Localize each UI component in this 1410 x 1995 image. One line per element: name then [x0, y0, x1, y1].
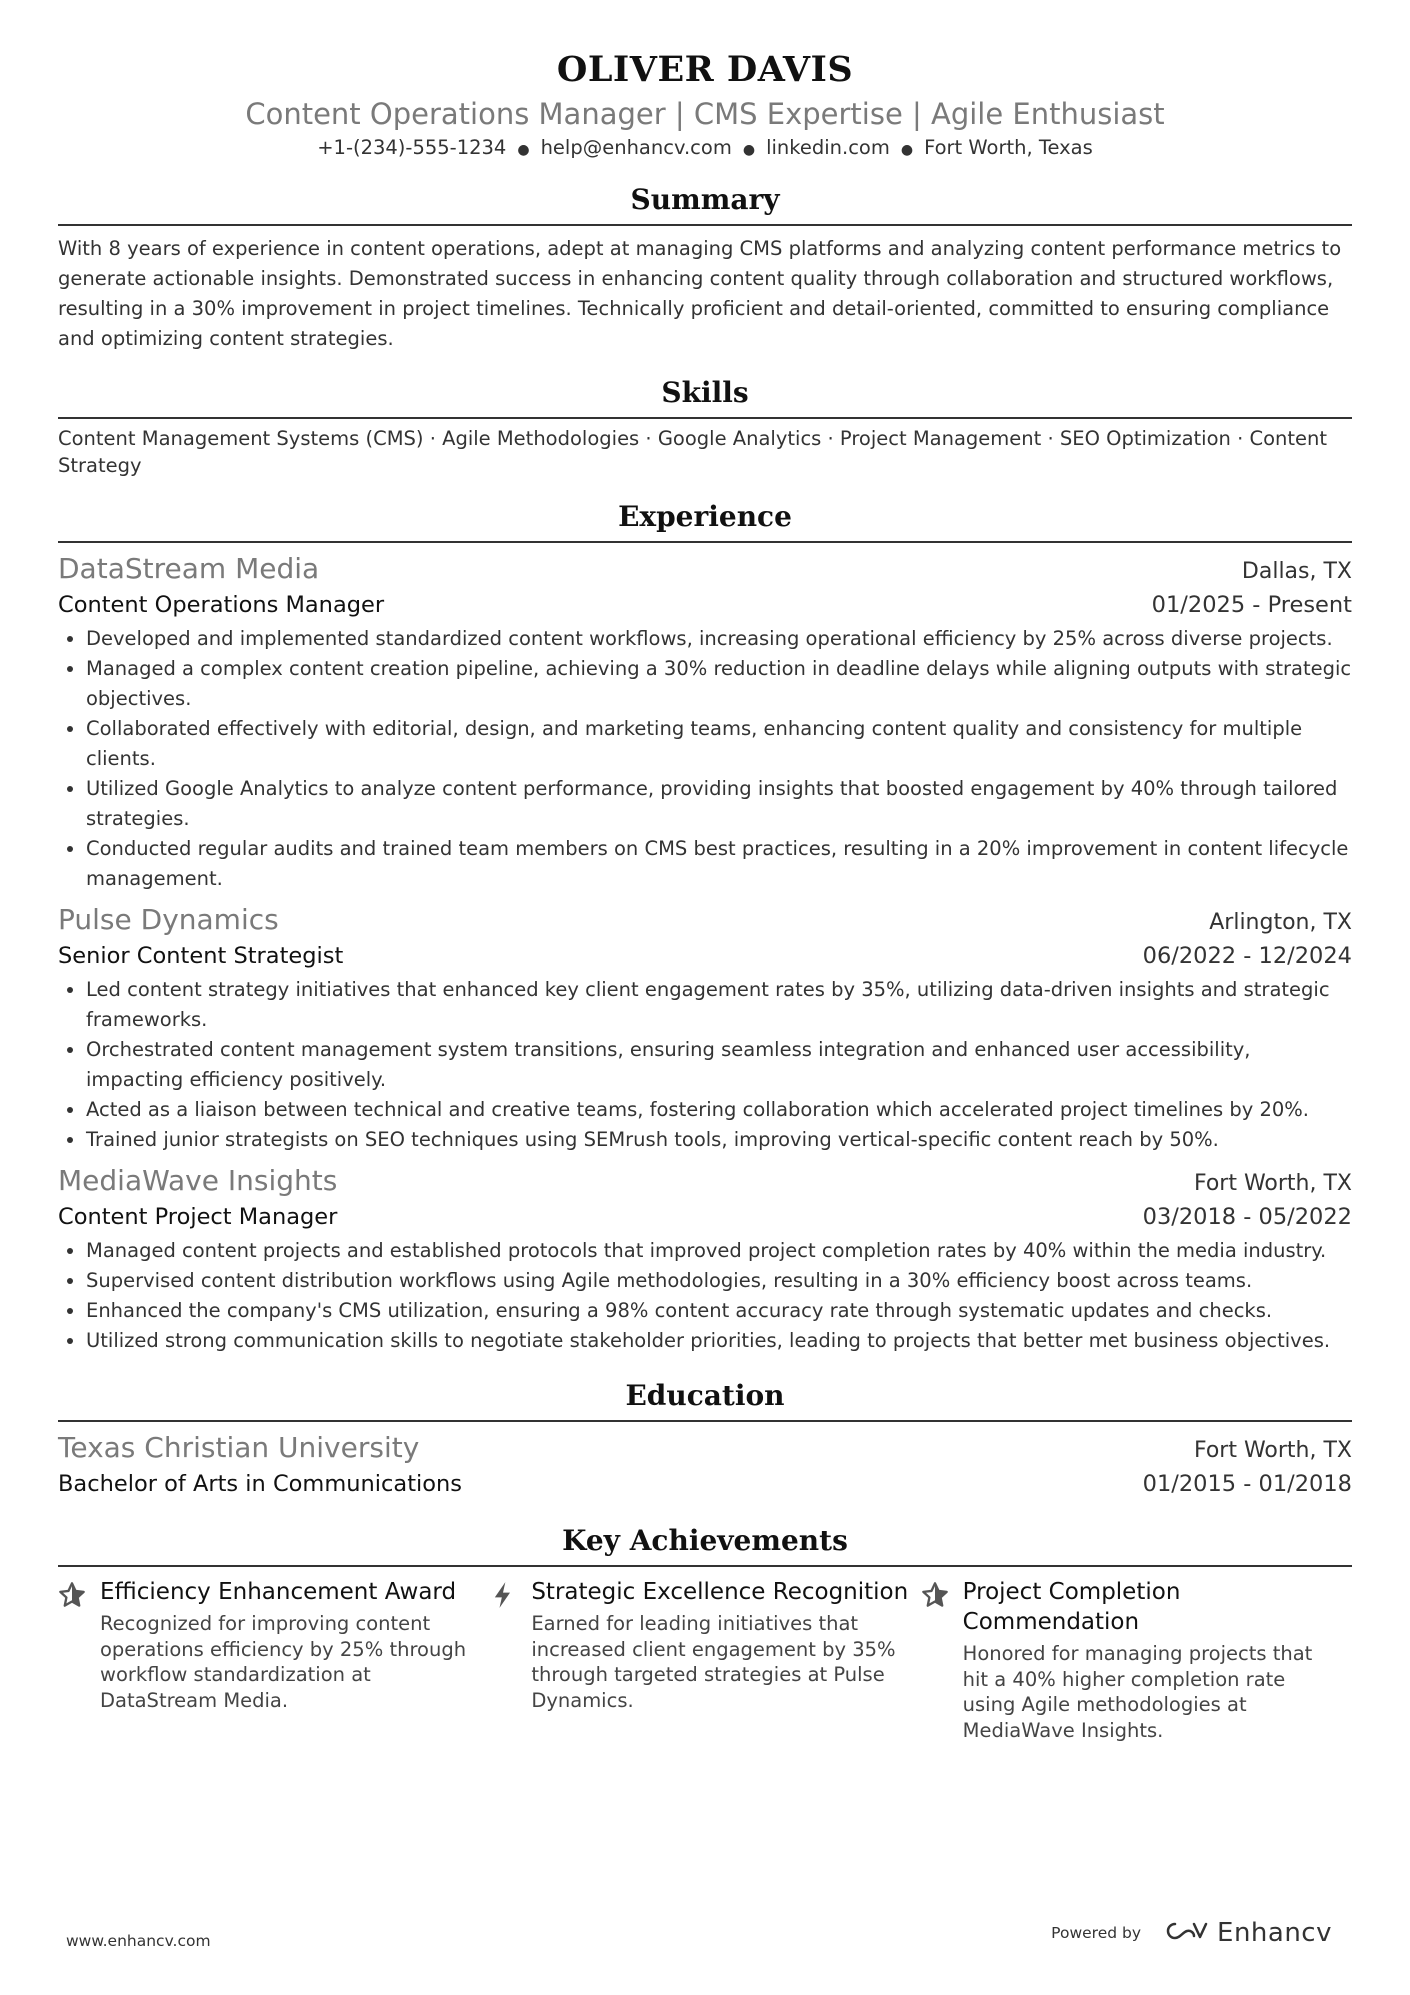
job-role-row — [58, 588, 1352, 622]
job-header-row — [58, 902, 1352, 939]
job-role-row — [58, 939, 1352, 973]
job-entry — [58, 902, 1352, 1155]
job-bullet: • Developed and implemented standardized content workflows, increasing operational efficiency by 25% across diverse projects. — [86, 624, 1352, 654]
achievement-title: Efficiency Enhancement Award — [100, 1579, 457, 1605]
job-dates: 03/2018 - 05/2022 — [1142, 1204, 1352, 1230]
job-bullet: • Led content strategy initiatives that enhanced key client engagement rates by 35%, utilizing data-driven insights and strategic frameworks. — [86, 975, 1352, 1035]
job-bullet: • Supervised content distribution workflows using Agile methodologies, resulting in a 30% efficiency boost across teams. — [86, 1266, 1352, 1296]
achievement-item — [921, 1577, 1352, 1743]
company-name: MediaWave Insights — [58, 1164, 338, 1197]
achievements-section — [58, 1521, 1352, 1743]
job-bullet: • Collaborated effectively with editorial, design, and marketing teams, enhancing content quality and consistency for multiple clients. — [86, 714, 1352, 774]
job-role: Content Project Manager — [58, 1204, 338, 1230]
star-icon — [921, 1577, 963, 1743]
achievement-title: Project Completion Commendation — [962, 1579, 1181, 1635]
job-header-row — [58, 551, 1352, 588]
star-icon — [58, 1577, 100, 1743]
resume-page — [58, 0, 1352, 1743]
job-bullets — [58, 1236, 1352, 1356]
skills-heading: Skills — [58, 373, 1352, 419]
achievement-description: Recognized for improving content operations efficiency by 25% through workflow standardization at DataStream Media. — [100, 1612, 467, 1712]
job-bullet: • Orchestrated content management system transitions, ensuring seamless integration and enhanced user accessibility, impacting efficiency positively. — [86, 1035, 1352, 1095]
company-name: DataStream Media — [58, 552, 320, 585]
job-bullet: • Managed a complex content creation pipeline, achieving a 30% reduction in deadline delays while aligning outputs with strategic objectives. — [86, 654, 1352, 714]
achievement-description: Earned for leading initiatives that increased client engagement by 35% through targeted strategies at Pulse Dynamics. — [531, 1612, 896, 1712]
job-location: Dallas, TX — [1241, 559, 1352, 584]
job-location: Arlington, TX — [1209, 910, 1352, 935]
contact-phone: +1-(234)-555-1234 — [317, 136, 507, 159]
achievement-title: Strategic Excellence Recognition — [531, 1579, 909, 1605]
education-header-row — [58, 1430, 1352, 1467]
job-bullet: • Enhanced the company's CMS utilization, ensuring a 98% content accuracy rate through systematic updates and checks. — [86, 1296, 1352, 1326]
achievement-body — [531, 1577, 911, 1743]
footer-website[interactable]: www.enhancv.com — [66, 1932, 211, 1950]
job-location: Fort Worth, TX — [1193, 1171, 1352, 1196]
footer-branding — [1051, 1918, 1332, 1948]
achievement-body — [963, 1577, 1343, 1743]
enhancv-logo-icon — [1165, 1920, 1209, 1946]
education-section — [58, 1376, 1352, 1501]
achievements-heading: Key Achievements — [58, 1521, 1352, 1567]
job-entry — [58, 1163, 1352, 1356]
achievement-description: Honored for managing projects that hit a 40% higher completion rate using Agile methodologies at MediaWave Insights. — [962, 1642, 1313, 1742]
powered-by-label: Powered by — [1051, 1924, 1142, 1942]
skills-list: Content Management Systems (CMS) · Agile Methodologies · Google Analytics · Project Management · SEO Optimization · Content Strategy — [58, 427, 1328, 477]
job-bullet: • Conducted regular audits and trained team members on CMS best practices, resulting in a 20% improvement in content lifecycle management. — [86, 834, 1352, 894]
separator-dot: ● — [742, 142, 756, 158]
summary-section — [58, 180, 1352, 354]
achievement-body — [100, 1577, 480, 1743]
separator-dot: ● — [517, 142, 530, 158]
education-heading: Education — [58, 1376, 1352, 1422]
job-dates: 06/2022 - 12/2024 — [1142, 943, 1352, 969]
job-bullet: • Managed content projects and established protocols that improved project completion rates by 40% within the media industry. — [86, 1236, 1352, 1266]
skills-section — [58, 373, 1352, 479]
summary-heading: Summary — [58, 180, 1352, 226]
job-bullets — [58, 624, 1352, 894]
job-bullet: • Acted as a liaison between technical and creative teams, fostering collaboration which accelerated project timelines by 20%. — [86, 1095, 1352, 1125]
experience-heading: Experience — [58, 497, 1352, 543]
job-dates: 01/2025 - Present — [1151, 592, 1352, 618]
education-entry — [58, 1430, 1352, 1501]
job-bullet: • Trained junior strategists on SEO techniques using SEMrush tools, improving vertical-specific content reach by 50%. — [86, 1125, 1352, 1155]
achievement-item — [489, 1577, 920, 1743]
school-location: Fort Worth, TX — [1193, 1438, 1352, 1463]
company-name: Pulse Dynamics — [58, 903, 279, 936]
job-entry — [58, 551, 1352, 894]
achievements-grid — [58, 1577, 1352, 1743]
brand-name[interactable]: Enhancv — [1217, 1918, 1332, 1948]
job-role-row — [58, 1200, 1352, 1234]
education-degree-row — [58, 1467, 1352, 1501]
separator-dot: ● — [900, 142, 914, 158]
job-role: Content Operations Manager — [58, 592, 385, 618]
job-bullets — [58, 975, 1352, 1155]
summary-text: With 8 years of experience in content operations, adept at managing CMS platforms and analyzing content performance metrics to generate actionable insights. Demonstrated success in enhancing content quality through collaboration and structured workflows, resulting in a 30% improvement in project timelines. Technically proficient and detail-oriented, committed to ensuring compliance and optimizing content strategies. — [58, 237, 1342, 350]
experience-section — [58, 497, 1352, 1356]
contact-email[interactable]: help@enhancv.com — [540, 136, 732, 159]
contact-location: Fort Worth, Texas — [924, 136, 1093, 159]
job-bullet: • Utilized Google Analytics to analyze content performance, providing insights that boosted engagement by 40% through tailored strategies. — [86, 774, 1352, 834]
degree-name: Bachelor of Arts in Communications — [58, 1471, 463, 1497]
education-dates: 01/2015 - 01/2018 — [1142, 1471, 1352, 1497]
job-bullet: • Utilized strong communication skills to negotiate stakeholder priorities, leading to projects that better met business objectives. — [86, 1326, 1352, 1356]
candidate-name: OLIVER DAVIS — [556, 49, 854, 90]
achievement-item — [58, 1577, 489, 1743]
resume-header — [58, 0, 1352, 164]
lightning-icon — [489, 1577, 531, 1743]
candidate-title: Content Operations Manager | CMS Expertise | Agile Enthusiast — [245, 97, 1165, 131]
contact-line — [58, 134, 1352, 164]
job-role: Senior Content Strategist — [58, 943, 344, 969]
contact-linkedin[interactable]: linkedin.com — [766, 136, 890, 159]
job-header-row — [58, 1163, 1352, 1200]
school-name: Texas Christian University — [58, 1431, 420, 1464]
